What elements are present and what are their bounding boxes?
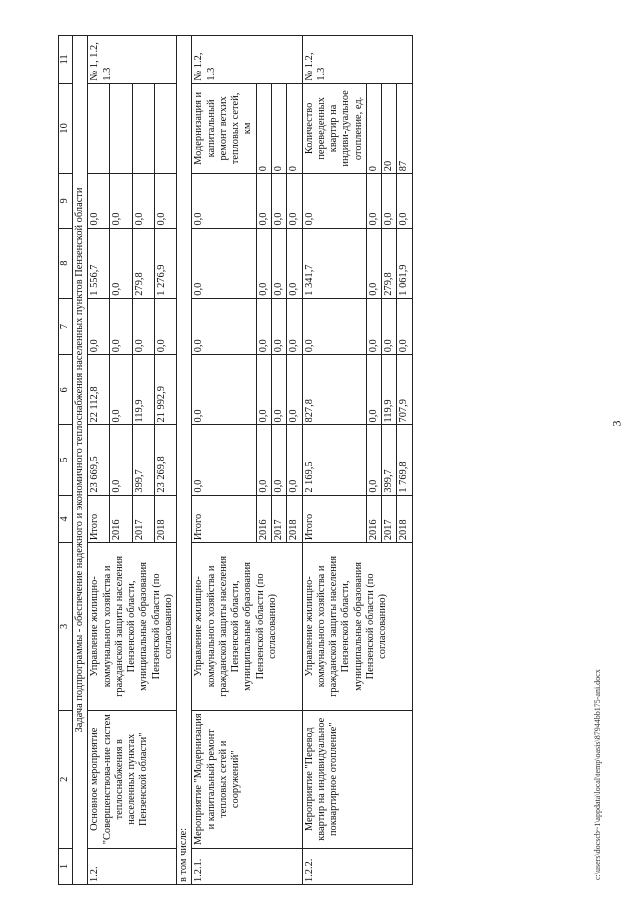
total-funding: 2 169,5 [302,425,366,495]
extra-budget: 0,0 [302,174,366,228]
regional-budget: 0,0 [132,298,154,355]
header-col-4: 4 [59,495,73,543]
header-col-3: 3 [59,543,73,711]
task-title-row [73,36,88,885]
header-col-2: 2 [59,710,73,848]
year-cell: 2017 [132,495,154,543]
table-row [88,36,110,885]
local-budget: 1 276,9 [154,228,176,298]
indicator-value: 87 [397,83,412,174]
row-number: 1.2.1. [192,848,302,884]
federal-budget: 0,0 [110,355,132,425]
year-cell: Итого [88,495,110,543]
federal-budget: 707,9 [397,355,412,425]
federal-budget: 0,0 [192,355,256,425]
total-funding: 1 769,8 [397,425,412,495]
extra-budget: 0,0 [366,174,381,228]
including-row [177,36,192,885]
federal-budget: 0,0 [287,355,302,425]
extra-budget: 0,0 [132,174,154,228]
local-budget: 0,0 [366,228,381,298]
year-cell: 2016 [366,495,381,543]
local-budget: 0,0 [287,228,302,298]
header-col-5: 5 [59,425,73,495]
regional-budget: 0,0 [88,298,110,355]
header-col-9: 9 [59,174,73,228]
year-cell: 2018 [287,495,302,543]
extra-budget: 0,0 [256,174,271,228]
federal-budget: 827,8 [302,355,366,425]
header-col-7: 7 [59,298,73,355]
regional-budget: 0,0 [397,298,412,355]
page-number: 3 [609,420,624,427]
measure-name: Основное мероприятие "Совершенствова-ние систем теплоснабжения в населенных пунктах Пензенской области" [88,710,177,848]
year-cell: 2018 [397,495,412,543]
local-budget: 1 061,9 [397,228,412,298]
indicator-value: 0 [256,83,271,174]
extra-budget: 0,0 [88,174,110,228]
row-number: 1.2.2. [302,848,412,884]
year-cell: 2016 [110,495,132,543]
federal-budget: 119,9 [132,355,154,425]
indicator-name [88,83,110,174]
federal-budget: 0,0 [256,355,271,425]
local-budget: 1 341,7 [302,228,366,298]
table-row [192,36,256,885]
indicator-value [110,83,132,174]
federal-budget: 0,0 [366,355,381,425]
regional-budget: 0,0 [287,298,302,355]
table-row [302,36,366,885]
year-cell: Итого [192,495,256,543]
indicator-reference: № 1.2, 1.3 [192,36,302,84]
total-funding: 0,0 [110,425,132,495]
measure-name: Мероприятие "Модернизация и капитальный ремонт тепловых сетей и сооружений" [192,710,302,848]
budget-table [58,35,413,885]
local-budget: 1 556,7 [88,228,110,298]
local-budget: 279,8 [382,228,397,298]
header-col-11: 11 [59,36,73,84]
executor: Управление жилищно-коммунального хозяйства и гражданской защиты населения Пензенской области, муниципальные образования Пензенской области (по согласованию) [192,543,302,711]
indicator-value: 0 [366,83,381,174]
measure-name: Мероприятие "Перевод квартир на индивидуальное поквартирное отопление" [302,710,412,848]
header-number-row [59,36,73,885]
indicator-value: 0 [271,83,286,174]
total-funding: 399,7 [382,425,397,495]
year-cell: 2016 [256,495,271,543]
rotated-table-container [58,35,578,885]
total-funding: 23 269,8 [154,425,176,495]
federal-budget: 0,0 [271,355,286,425]
footer-file-path: c:\users\docscb~1\appdata\local\temp\oasis\87944bb175-ani.docx [593,669,602,880]
total-funding: 0,0 [287,425,302,495]
indicator-value [154,83,176,174]
regional-budget: 0,0 [192,298,256,355]
task-title: Задача подпрограммы - обеспечение надежного и экономичного теплоснабжения населенных пунктов Пензенской области [73,36,88,885]
indicator-value [132,83,154,174]
row-number: 1.2. [88,848,177,884]
total-funding: 23 669,5 [88,425,110,495]
extra-budget: 0,0 [154,174,176,228]
regional-budget: 0,0 [382,298,397,355]
extra-budget: 0,0 [382,174,397,228]
regional-budget: 0,0 [256,298,271,355]
header-col-6: 6 [59,355,73,425]
including-label: в том числе: [177,36,192,885]
header-col-10: 10 [59,83,73,174]
year-cell: 2018 [154,495,176,543]
regional-budget: 0,0 [271,298,286,355]
executor: Управление жилищно-коммунального хозяйства и гражданской защиты населения Пензенской области, муниципальные образования Пензенской области (по согласованию) [88,543,177,711]
year-cell: Итого [302,495,366,543]
indicator-reference: № 1.2, 1.3 [302,36,412,84]
year-cell: 2017 [271,495,286,543]
local-budget: 0,0 [256,228,271,298]
indicator-value: 0 [287,83,302,174]
federal-budget: 22 112,8 [88,355,110,425]
extra-budget: 0,0 [271,174,286,228]
extra-budget: 0,0 [192,174,256,228]
header-col-1: 1 [59,848,73,884]
extra-budget: 0,0 [110,174,132,228]
total-funding: 399,7 [132,425,154,495]
extra-budget: 0,0 [397,174,412,228]
indicator-name: Модернизация и капитальный ремонт ветхих тепловых сетей, км [192,83,256,174]
regional-budget: 0,0 [302,298,366,355]
total-funding: 0,0 [271,425,286,495]
total-funding: 0,0 [192,425,256,495]
regional-budget: 0,0 [154,298,176,355]
local-budget: 0,0 [192,228,256,298]
regional-budget: 0,0 [110,298,132,355]
indicator-reference: № 1, 1.2, 1.3 [88,36,177,84]
indicator-name: Количество переведенных квартир на индиви-дуальное отопление, ед. [302,83,366,174]
indicator-value: 20 [382,83,397,174]
federal-budget: 119,9 [382,355,397,425]
local-budget: 0,0 [271,228,286,298]
executor: Управление жилищно-коммунального хозяйства и гражданской защиты населения Пензенской области, муниципальные образования Пензенской области (по согласованию) [302,543,412,711]
total-funding: 0,0 [256,425,271,495]
header-col-8: 8 [59,228,73,298]
year-cell: 2017 [382,495,397,543]
local-budget: 279,8 [132,228,154,298]
extra-budget: 0,0 [287,174,302,228]
federal-budget: 21 992,9 [154,355,176,425]
regional-budget: 0,0 [366,298,381,355]
local-budget: 0,0 [110,228,132,298]
total-funding: 0,0 [366,425,381,495]
